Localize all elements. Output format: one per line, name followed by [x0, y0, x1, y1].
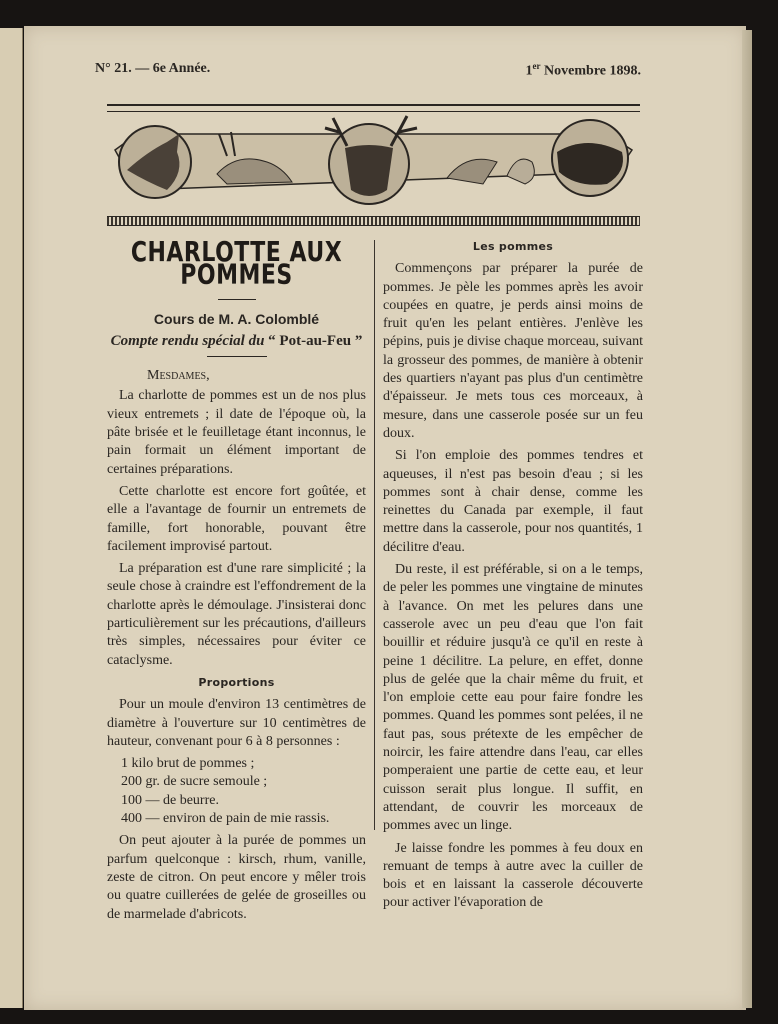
- banner-dotted-rule: [107, 216, 640, 226]
- ingredient-item: 100 — de beurre.: [121, 792, 219, 808]
- left-column: [107, 236, 366, 928]
- header-rule: [107, 104, 640, 112]
- paragraph: On peut ajouter à la purée de pommes un parfum quelconque : kirsch, rhum, vanille, zeste de citron. On peut encore y mêler trois ou quatre cuillerées de gelée de groseilles ou de marmelade d'abricots.: [107, 833, 366, 922]
- paragraph: La charlotte de pommes est un de nos plus vieux entremets ; il date de l'époque où, la pâte brisée et le feuilletage étant inconnus, le pain formait un élément important de certaines préparations.: [107, 388, 366, 477]
- proportions-intro: Pour un moule d'environ 13 centimètres de diamètre à l'ouverture sur 10 centimètres de hauteur, convenant pour 6 à 8 personnes :: [107, 697, 366, 749]
- proportions-heading: Proportions: [198, 675, 275, 689]
- animal-banner-illustration: [107, 112, 640, 212]
- issue-number: N° 21. — 6e Année.: [95, 61, 211, 76]
- pommes-heading: Les pommes: [472, 240, 554, 253]
- boar-head-icon: [552, 120, 628, 196]
- paragraph: La préparation est d'une rare simplicité ; la seule chose à craindre est l'effondrement de la charlotte après le démoulage. J'insisterai donc particulièrement sur les précautions, d'ailleurs très simples, nécessaires pour éviter ce cataclysme.: [107, 561, 366, 668]
- doe-head-icon: [119, 126, 191, 198]
- ingredient-item: 1 kilo brut de pommes ;: [121, 756, 255, 772]
- previous-page-edge: [0, 28, 23, 1008]
- ingredient-item: 200 gr. de sucre semoule ;: [121, 774, 268, 790]
- column-separator: [374, 240, 375, 830]
- issue-date: 1er Novembre 1898.: [525, 61, 641, 79]
- ingredient-list: [121, 755, 366, 828]
- stag-head-icon: [325, 116, 417, 204]
- report-rule: [207, 356, 267, 357]
- paragraph: Cette charlotte est encore fort goûtée, et elle a l'avantage de fournir un entremets de famille, fort honorable, pouvant être facilement improvisé partout.: [107, 483, 366, 554]
- report-line: Compte rendu spécial du “ Pot-au-Feu ”: [110, 332, 363, 349]
- paragraph: Commençons par préparer la purée de pommes. Je pèle les pommes après les avoir coupées en quatre, je perds ainsi moins de fruit qu'en les pelant entières. J'enlève les pépins, puis je divise chaque morceau, suivant la grosseur des pommes, de manière à obtenir des quartiers n'ayant pas plus d'un centimètre d'épaisseur. Je mets tous ces morceaux, à mesure, dans une casserole posée sur un feu doux.: [383, 261, 643, 441]
- article-title: CHARLOTTE AUX POMMES: [130, 237, 343, 292]
- page-header: [95, 55, 641, 79]
- page-stack-edge: [742, 30, 752, 1008]
- right-column: [383, 236, 643, 913]
- paragraph: Du reste, il est préférable, si on a le temps, de peler les pommes une vingtaine de minutes à l'avance. On met les pelures dans une casserole avec un peu d'eau que l'on fait bouillir et réduire jusqu'à ce qu'il en reste à peine 1 décilitre. La pelure, en effet, donne plus de gelée que la chair même du fruit, et l'on emploie cette eau pour faire fondre les pommes. Quand les pommes sont pelées, il ne faut pas, sous prétexte de les empêcher de noircir, les faire attendre dans l'eau, car elles pomperaient une partie de cette eau, et leur cuisson serait plus longue. Il suffit, en attendant, de couvrir les morceaux de pommes avec un linge.: [383, 562, 643, 834]
- paragraph: Si l'on emploie des pommes tendres et aqueuses, il n'est pas besoin d'eau ; si les pommes sont à chair dense, comme les reinettes du Canada par exemple, il faut mettre dans la casserole, pour nos quantités, 1 décilitre d'eau.: [383, 448, 643, 555]
- course-line: Cours de M. A. Colomblé: [153, 310, 320, 327]
- paragraph: Je laisse fondre les pommes à feu doux en remuant de temps à autre avec la cuiller de bois et en laissant la casserole découverte pour activer l'évaporation de: [383, 840, 643, 911]
- ingredient-item: 400 — environ de pain de mie rassis.: [121, 811, 330, 827]
- title-rule: [218, 299, 256, 300]
- salutation: Mesdames,: [147, 368, 210, 384]
